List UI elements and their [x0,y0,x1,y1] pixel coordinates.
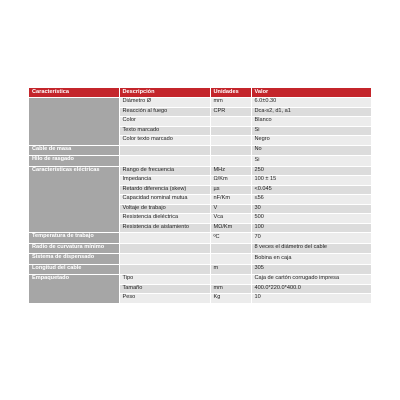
row-value: Caja de cartón corrugado impresa [251,275,371,285]
table-row [29,166,371,176]
row-unit: Kg [210,294,251,304]
row-unit: MΩ/Km [210,223,251,233]
row-unit [210,117,251,127]
row-unit: µs [210,185,251,195]
row-desc: Retardo diferencia (skew) [119,185,210,195]
row-unit [210,275,251,285]
row-desc: Resistencia de aislamiento [119,223,210,233]
row-desc: Texto marcado [119,126,210,136]
row-unit: nF/Km [210,195,251,205]
table-row [29,254,371,265]
row-value: 100 [251,223,371,233]
category-cable-masa: Cable de masa [29,145,119,156]
category-empaquetado: Empaquetado [29,275,119,304]
row-desc [119,243,210,254]
row-value: Si [251,156,371,167]
row-value: Si [251,126,371,136]
row-desc: Color [119,117,210,127]
category-dispensado: Sistema de dispensado [29,254,119,265]
category-longitud: Longitud del cable [29,264,119,275]
row-desc: Peso [119,294,210,304]
category-hilo-rasgado: Hilo de rasgado [29,156,119,167]
category-radio: Radio de curvatura mínimo [29,243,119,254]
row-unit: m [210,264,251,275]
row-value: Dca-s2, d1, a1 [251,107,371,117]
row-value: 10 [251,294,371,304]
category-general [29,98,119,146]
row-unit: MHz [210,166,251,176]
row-value: ≤56 [251,195,371,205]
row-unit: Vca [210,214,251,224]
table-row [29,156,371,167]
row-unit [210,254,251,265]
row-unit [210,145,251,156]
row-unit: Ω/Km [210,176,251,186]
row-unit: ºC [210,233,251,244]
row-desc: Impedancia [119,176,210,186]
row-desc: Reacción al fuego [119,107,210,117]
row-unit [210,243,251,254]
table-row [29,243,371,254]
row-value: 30 [251,204,371,214]
header-caracteristica: Característica [29,88,119,98]
table-row [29,145,371,156]
spec-table [29,88,372,304]
row-value: 70 [251,233,371,244]
row-desc: Voltaje de trabajo [119,204,210,214]
row-value: 8 veces el diámetro del cable [251,243,371,254]
header-valor: Valor [251,88,371,98]
row-value: Blanco [251,117,371,127]
row-value: Bobina en caja [251,254,371,265]
row-desc: Tamaño [119,284,210,294]
row-value: <0.045 [251,185,371,195]
row-unit [210,126,251,136]
header-descripcion: Descripción [119,88,210,98]
row-value: No [251,145,371,156]
row-value: 6.0±0.30 [251,98,371,108]
row-desc [119,145,210,156]
table-row [29,98,371,108]
category-temperatura: Temperatura de trabajo [29,233,119,244]
table-row [29,233,371,244]
row-value: 400.0*220.0*400.0 [251,284,371,294]
row-value: 500 [251,214,371,224]
category-electricas: Características eléctricas [29,166,119,233]
row-unit: CPR [210,107,251,117]
table-row [29,264,371,275]
row-desc [119,264,210,275]
row-desc [119,254,210,265]
table-header-row [29,88,371,98]
row-desc: Diámetro Ø [119,98,210,108]
row-desc: Capacidad nominal mutua [119,195,210,205]
header-unidades: Unidades [210,88,251,98]
row-desc [119,156,210,167]
row-value: 305 [251,264,371,275]
row-unit [210,156,251,167]
row-desc: Color texto marcado [119,136,210,146]
row-value: 250 [251,166,371,176]
row-desc: Resistencia dieléctrica [119,214,210,224]
row-value: 100 ± 15 [251,176,371,186]
row-unit: mm [210,98,251,108]
row-unit: mm [210,284,251,294]
row-unit [210,136,251,146]
row-unit: V [210,204,251,214]
row-desc: Tipo [119,275,210,285]
table-row [29,275,371,285]
row-value: Negro [251,136,371,146]
row-desc [119,233,210,244]
row-desc: Rango de frecuencia [119,166,210,176]
